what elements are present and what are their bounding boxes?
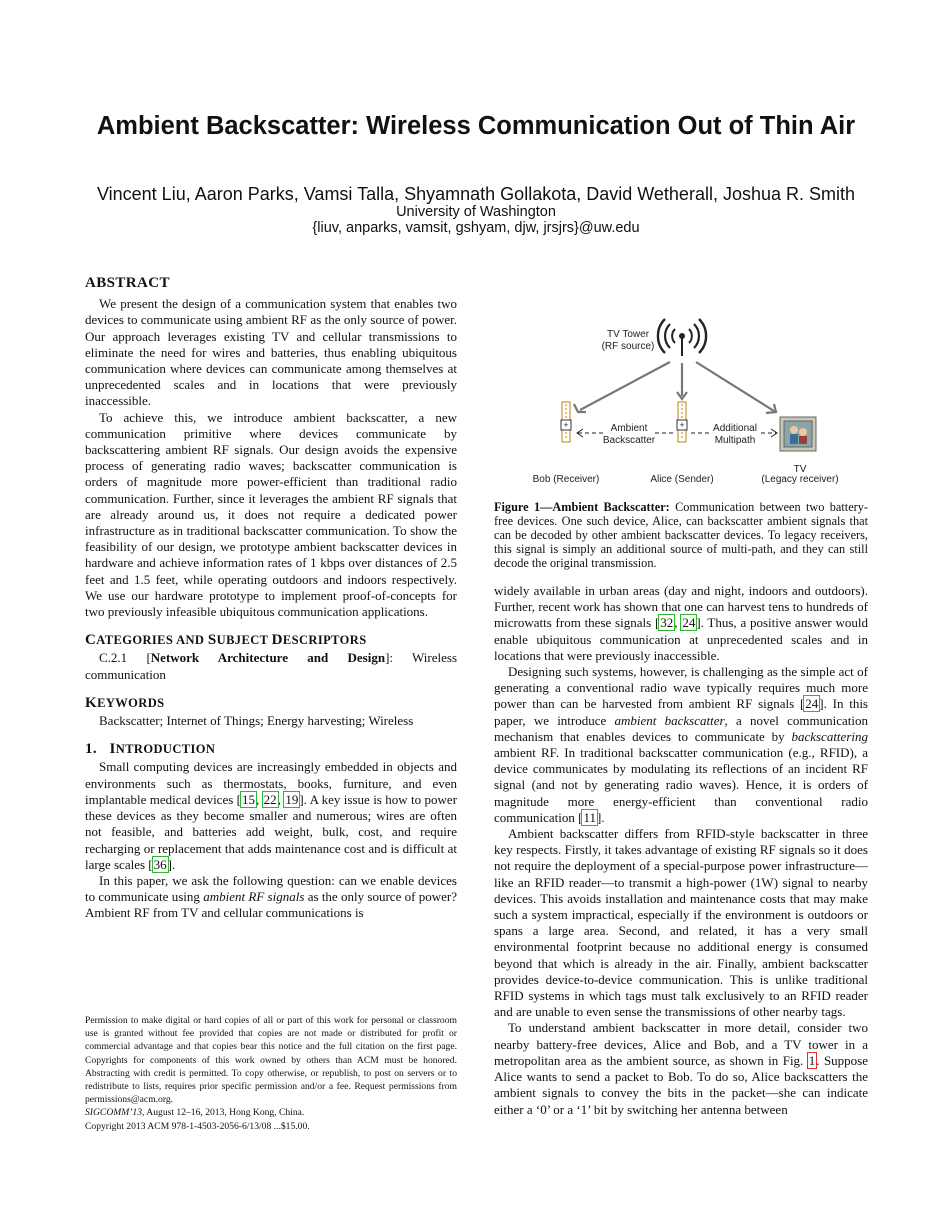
copyright-footnote xyxy=(85,1014,457,1133)
intro-paragraph: Small computing devices are increasingly embedded in objects and environments such as thermostats, books, furniture, and even implantable medical devices [15, 22, 19]. A key issue is how to power these devices as they become smaller and numerous; wires are often not feasible, and batteries add weight, bulk, cost, and require recharging or replacement that adds maintenance cost and is difficult at large scales [36]. xyxy=(85,759,458,872)
right-column xyxy=(494,583,868,1118)
tv-label: TV xyxy=(793,464,807,475)
tower-label: TV Tower xyxy=(606,329,650,340)
figure-ambient-backscatter xyxy=(494,308,868,496)
svg-text:+: + xyxy=(679,420,685,430)
ambient-backscatter-sublabel: Backscatter xyxy=(602,435,656,446)
figure-caption: Figure 1—Ambient Backscatter: Communication between two battery-free devices. One such device, Alice, can backscatter ambient signals that can be decoded by other ambient backscatter devices. To legacy receivers, this signal is simply an additional source of multi-path, and they can still decode the original transmission. xyxy=(494,500,868,570)
categories-text: C.2.1 [Network Architecture and Design]: Wireless communication xyxy=(85,650,458,682)
alice-label: Alice (Sender) xyxy=(650,474,714,485)
body-paragraph: Designing such systems, however, is challenging as the simple act of generating a conventional radio wave typically requires much more power than can be harvested from ambient RF signals [24]. In this paper, we introduce ambient backscatter, a novel communication mechanism that enables devices to communicate by backscattering ambient RF. In traditional backscatter communication (e.g., RFID), a device communicates by modulating its reflections of an incident RF signal (and not by generating radio waves). Hence, it is orders of magnitude more energy-efficient than conventional radio communication [11]. xyxy=(494,664,868,825)
bob-label: Bob (Receiver) xyxy=(532,474,600,485)
figure-link[interactable]: 1 xyxy=(808,1052,816,1068)
svg-text:+: + xyxy=(563,420,569,430)
alice-device-icon xyxy=(677,402,687,442)
citation-link[interactable]: 19 xyxy=(285,791,299,807)
body-paragraph: widely available in urban areas (day and night, indoors and outdoors). Further, recent work has shown that one can harvest tens to hundreds of microwatts from these signals [32, 24]. Thus, a positive answer would enable ubiquitous communication at unprecedented scales and in locations that were previously inaccessible. xyxy=(494,583,869,663)
bob-device-icon xyxy=(561,402,571,442)
abstract-paragraph: We present the design of a communication system that enables two devices to communicate using ambient RF as the only source of power. Our approach leverages existing TV and cellular transmissions to eliminate the need for wires and batteries, thus enabling ubiquitous communication where devices can communicate among themselves at unprecedented scales and in locations that were previously inaccessible. xyxy=(85,296,457,409)
rf-arrows xyxy=(574,362,776,413)
conference-line: SIGCOMM’13, August 12–16, 2013, Hong Kong, China. xyxy=(85,1107,305,1119)
paper-title: Ambient Backscatter: Wireless Communication Out of Thin Air xyxy=(96,112,856,140)
categories-heading: CATEGORIES AND SUBJECT DESCRIPTORS xyxy=(85,632,367,649)
tv-icon xyxy=(780,417,816,451)
multipath-sublabel: Multipath xyxy=(714,435,756,446)
abstract-heading: ABSTRACT xyxy=(85,275,170,291)
keywords-heading: KEYWORDS xyxy=(85,694,165,711)
multipath-label: Additional xyxy=(713,423,757,434)
author-list: Vincent Liu, Aaron Parks, Vamsi Talla, Shyamnath Gollakota, David Wetherall, Joshua R. Smith xyxy=(96,184,856,204)
body-paragraph: Ambient backscatter differs from RFID-style backscatter in three key respects. Firstly, it takes advantage of existing RF signals so it does not require the deployment of a special-purpose power infrastructure—like an RFID reader—to transmit a high-power (1W) signal to nearby devices. This avoids installation and maintenance costs that may make such a system impractical, especially if the environment is outdoors or spans a large area. Second, and related, it has a very small environmental footprint because no additional energy is consumed beyond that which is already in the air. Finally, ambient backscatter provides device-to-device communication. This is unlike traditional RFID systems in which tags must talk exclusively to an RFID reader and are unable to even sense the transmissions of other nearby tags. xyxy=(494,826,868,1020)
copyright-line: Copyright 2013 ACM 978-1-4503-2056-6/13/08 ...$15.00. xyxy=(85,1120,310,1132)
citation-link[interactable]: 24 xyxy=(805,696,819,712)
ambient-backscatter-label: Ambient xyxy=(610,423,648,434)
tower-sublabel: (RF source) xyxy=(601,341,655,352)
tv-tower-icon xyxy=(658,319,706,356)
citation-link[interactable]: 22 xyxy=(263,791,277,807)
body-paragraph: To understand ambient backscatter in more detail, consider two nearby battery-free devices, Alice and Bob, and a TV tower in a metropolitan area as the ambient source, as shown in Fig. 1. Suppose Alice wants to send a packet to Bob. To do so, Alice backscatters the ambient signals to convey the bits in the packet—she can indicate either a ‘0’ or a ‘1’ bit by switching her antenna between xyxy=(494,1020,869,1117)
citation-link[interactable]: 11 xyxy=(583,809,596,825)
abstract-paragraph: To achieve this, we introduce ambient backscatter, a new communication primitive where devices communicate by backscattering ambient RF signals. Our design avoids the expensive process of generating radio waves; backscatter communication is orders of magnitude more power-efficient than traditional radio communication. Further, since it leverages the ambient RF signals that are already around us, it does not require a dedicated power infrastructure as in traditional backscatter communication. To show the feasibility of our design, we prototype ambient backscatter devices in hardware and achieve information rates of 1 kbps over distances of 2.5 feet and 1.5 feet, while operating outdoors and indoors respectively. We use our hardware prototype to implement proof-of-concepts for two previously infeasible ubiquitous communication applications. xyxy=(85,409,457,620)
citation-link[interactable]: 15 xyxy=(242,791,256,807)
tv-sublabel: (Legacy receiver) xyxy=(761,474,839,485)
introduction-heading: 1. INTRODUCTION xyxy=(85,741,216,758)
keywords-text: Backscatter; Internet of Things; Energy harvesting; Wireless xyxy=(99,713,414,729)
affiliation: University of Washington xyxy=(396,204,556,220)
citation-link[interactable]: 24 xyxy=(682,615,696,631)
permission-notice: Permission to make digital or hard copies of all or part of this work for personal or classroom use is granted without fee provided that copies are not made or distributed for profit or commercial advantage and that copies bear this notice and the full citation on the first page. Copyrights for components of this work owned by others than ACM must be honored. Abstracting with credit is permitted. To copy otherwise, or republish, to post on servers or to redistribute to lists, requires prior specific permission and/or a fee. Request permissions from permissions@acm.org. xyxy=(85,1015,457,1106)
citation-link[interactable]: 32 xyxy=(660,615,674,631)
left-column xyxy=(85,275,457,922)
author-emails: {liuv, anparks, vamsit, gshyam, djw, jrsjrs}@uw.edu xyxy=(312,220,640,236)
intro-paragraph: In this paper, we ask the following question: can we enable devices to communicate using ambient RF signals as the only source of power? Ambient RF from TV and cellular communications is xyxy=(85,872,458,921)
citation-link[interactable]: 36 xyxy=(153,856,167,872)
